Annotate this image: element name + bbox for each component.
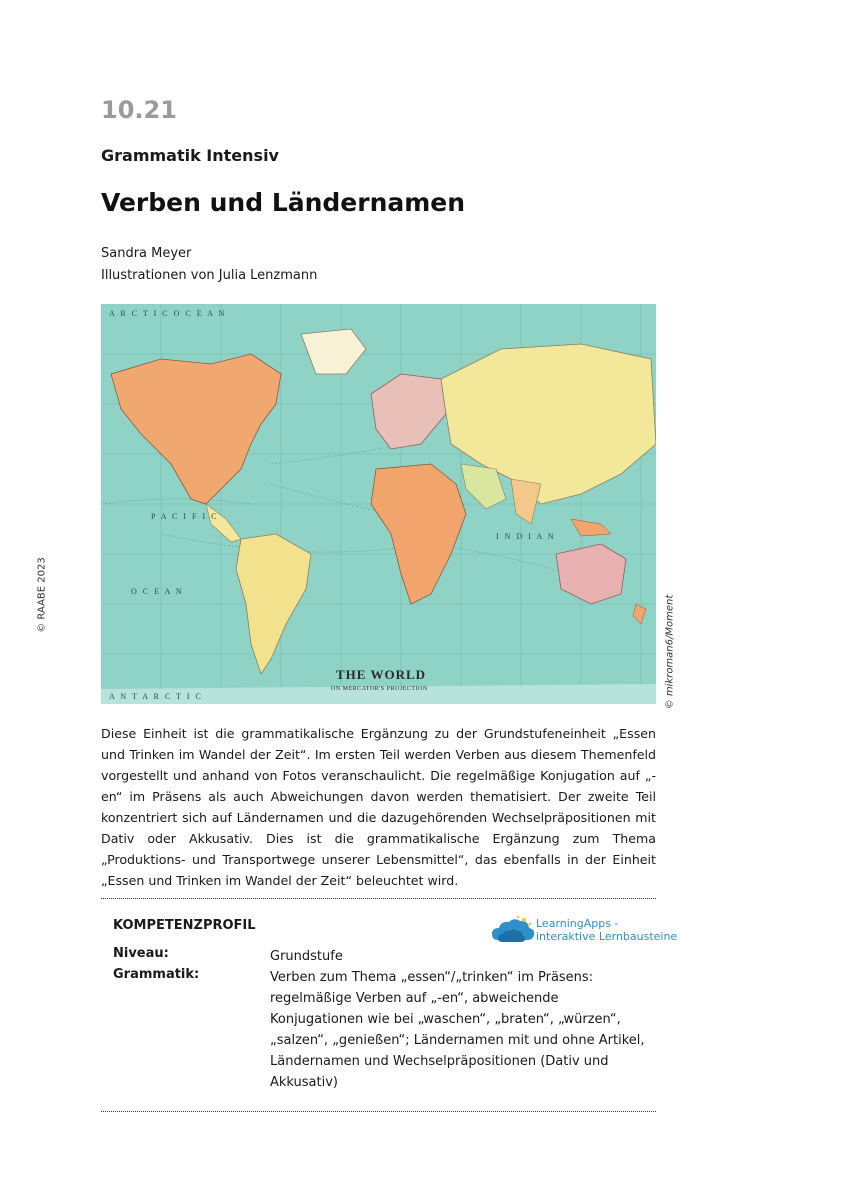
- divider-top: [101, 898, 656, 899]
- page-title: Verben und Ländernamen: [101, 188, 466, 217]
- copyright-text: © RAABE 2023: [36, 557, 48, 633]
- learningapps-label: [536, 917, 677, 943]
- map-subtitle: ON MERCATOR'S PROJECTION: [331, 686, 428, 692]
- ocean-label-arctic: A R C T I C O C E A N: [109, 309, 227, 318]
- divider-bottom: [101, 1111, 656, 1112]
- photo-credit-text: © mikroman6/Moment: [664, 594, 676, 710]
- unit-number: 10.21: [101, 96, 177, 124]
- niveau-value: Grundstufe: [270, 949, 343, 964]
- ocean-label-ocean: O C E A N: [131, 587, 184, 596]
- learningapps-line1: LearningApps -: [536, 917, 619, 930]
- map-title: THE WORLD: [336, 667, 427, 682]
- profile-heading: KOMPETENZPROFIL: [113, 918, 256, 933]
- world-map-image: [101, 304, 656, 704]
- intro-paragraph: Diese Einheit ist die grammatikalische Ergänzung zu der Grundstufeneinheit „Essen und Trinken im Wandel der Zeit“. Im ersten Teil werden Verben aus diesem Themenfeld vorgestellt und anhand von Fotos veranschaulicht. Die regelmäßige Konjugation auf „-en“ im Präsens als auch Abweichungen davon werden thematisiert. Der zweite Teil konzentriert sich auf Ländernamen und die dazugehörenden Wechselpräpositionen mit Dativ oder Akkusativ. Dies ist die grammatikalische Ergänzung zum Thema „Produktions- und Transportwege unserer Lebensmittel“, das ebenfalls in der Einheit „Essen und Trinken im Wandel der Zeit“ beleuchtet wird.: [101, 726, 656, 888]
- grammatik-value: Verben zum Thema „essen“/„trinken“ im Präsens: regelmäßige Verben auf „-en“, abweichende Konjugationen wie bei „waschen“, „braten“, „würzen“, „salzen“, „genießen“; Ländernamen mit und ohne Artikel, Ländernamen und Wechselpräpositionen (Dativ und Akkusativ): [270, 970, 645, 1090]
- world-map-illustration: [101, 304, 656, 704]
- learningapps-line2: interaktive Lernbausteine: [536, 930, 678, 943]
- ocean-label-indian: I N D I A N: [496, 532, 556, 541]
- grammatik-label: Grammatik:: [113, 967, 200, 982]
- cloud-icon: [490, 914, 536, 948]
- illustrator: Illustrationen von Julia Lenzmann: [101, 268, 318, 283]
- series-title: Grammatik Intensiv: [101, 146, 279, 165]
- niveau-label: Niveau:: [113, 946, 169, 961]
- author: Sandra Meyer: [101, 246, 192, 261]
- ocean-label-pacific: P A C I F I C: [151, 512, 219, 521]
- ocean-label-antarctic: A N T A R C T I C: [109, 692, 203, 701]
